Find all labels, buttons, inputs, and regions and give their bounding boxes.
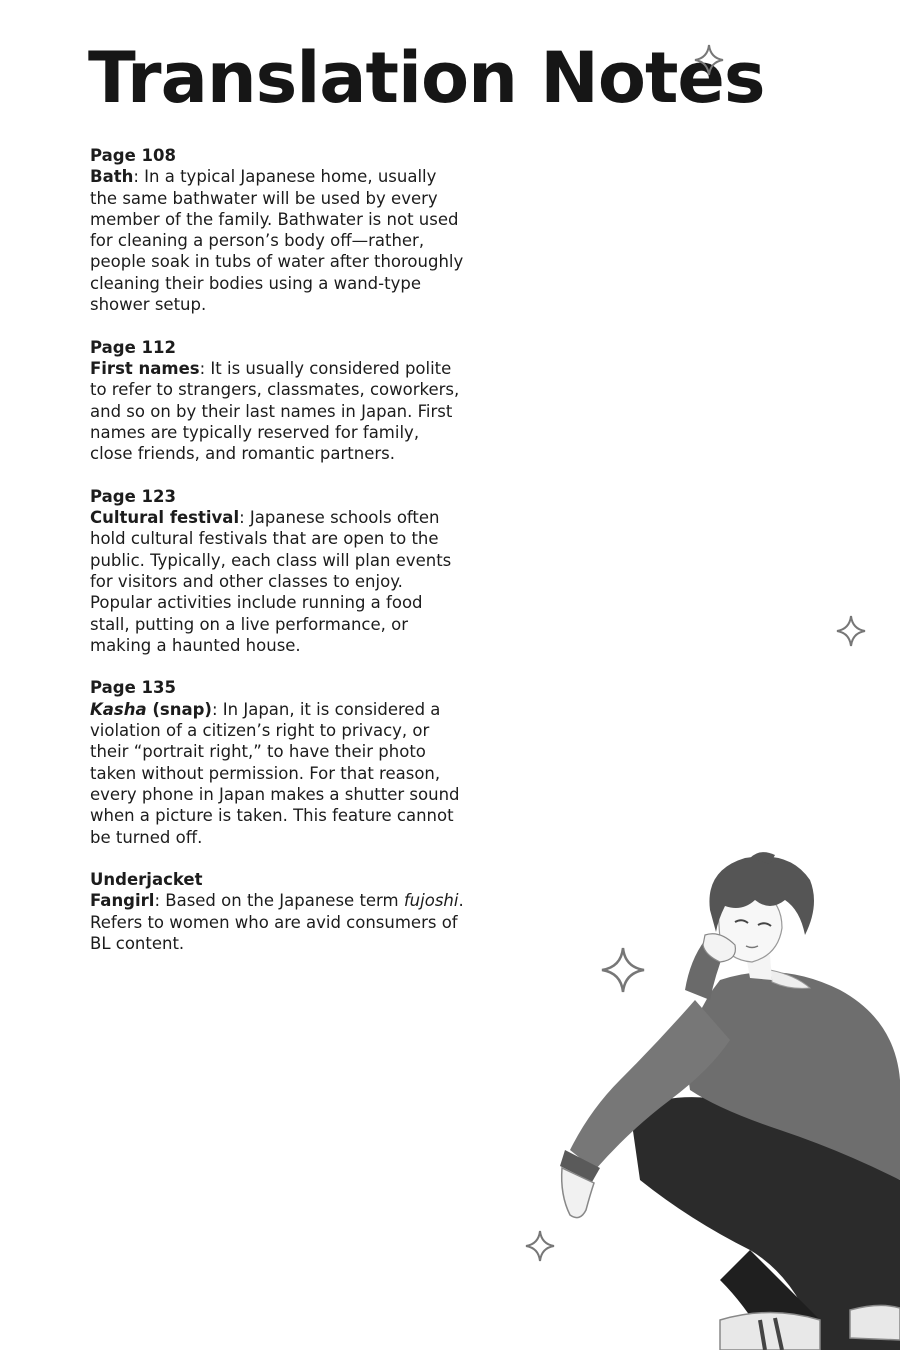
note-page-label: Page 108 <box>90 146 176 165</box>
note-term: First names <box>90 358 200 378</box>
note-page-123 <box>90 486 465 656</box>
note-page-label: Page 135 <box>90 678 176 698</box>
note-body <box>90 359 459 463</box>
note-body <box>90 891 464 953</box>
note-text: : In Japan, it is considered a violation of a citizen’s right to privacy, or their “portrait right,” to have their photo taken without permission. For that reason, every phone in Japan makes a shutter sound when a picture is taken. This feature cannot be turned off. <box>90 699 460 847</box>
page-title: Translation Notes <box>88 37 765 119</box>
note-text-italic: fujoshi <box>403 891 459 911</box>
note-page-108 <box>90 145 465 315</box>
note-text: : It is usually considered polite to refer to strangers, classmates, coworkers, and so on by their last names in Japan. First names are typically reserved for family, close friends, and romantic partners. <box>90 358 460 464</box>
note-page-label: Page 112 <box>90 337 176 357</box>
note-term: Cultural festival <box>90 508 240 528</box>
sparkle-icon <box>836 615 866 647</box>
note-term-italic: Kasha <box>90 699 147 719</box>
note-text-after: . Refers to women who are avid consumers of BL content. <box>90 891 464 953</box>
sparkle-icon <box>694 44 724 76</box>
notes-list <box>90 145 465 976</box>
note-page-label: Page 123 <box>90 486 176 506</box>
note-page-112 <box>90 337 465 465</box>
character-illustration <box>520 850 900 1350</box>
note-term-suffix: (snap) <box>146 699 212 719</box>
note-page-135 <box>90 677 465 847</box>
note-body <box>90 167 463 314</box>
note-page-label: Underjacket <box>90 870 203 890</box>
note-body <box>90 700 460 847</box>
note-term: Bath <box>90 167 134 187</box>
note-text: : In a typical Japanese home, usually the same bathwater will be used by every member of the family. Bathwater is not used for cleaning a person’s body off—rather, people soak in tubs of water after thoroughly cleaning their bodies using a wand-type shower setup. <box>90 167 464 315</box>
note-underjacket <box>90 869 465 954</box>
note-text-before: : Based on the Japanese term <box>154 891 404 911</box>
note-body <box>90 508 451 655</box>
note-term <box>90 700 212 719</box>
note-term: Fangirl <box>90 891 155 911</box>
note-text: : Japanese schools often hold cultural festivals that are open to the public. Typically, each class will plan events for visitors and other classes to enjoy. Popular activities include running a food stall, putting on a live performance, or making a haunted house. <box>90 508 452 655</box>
